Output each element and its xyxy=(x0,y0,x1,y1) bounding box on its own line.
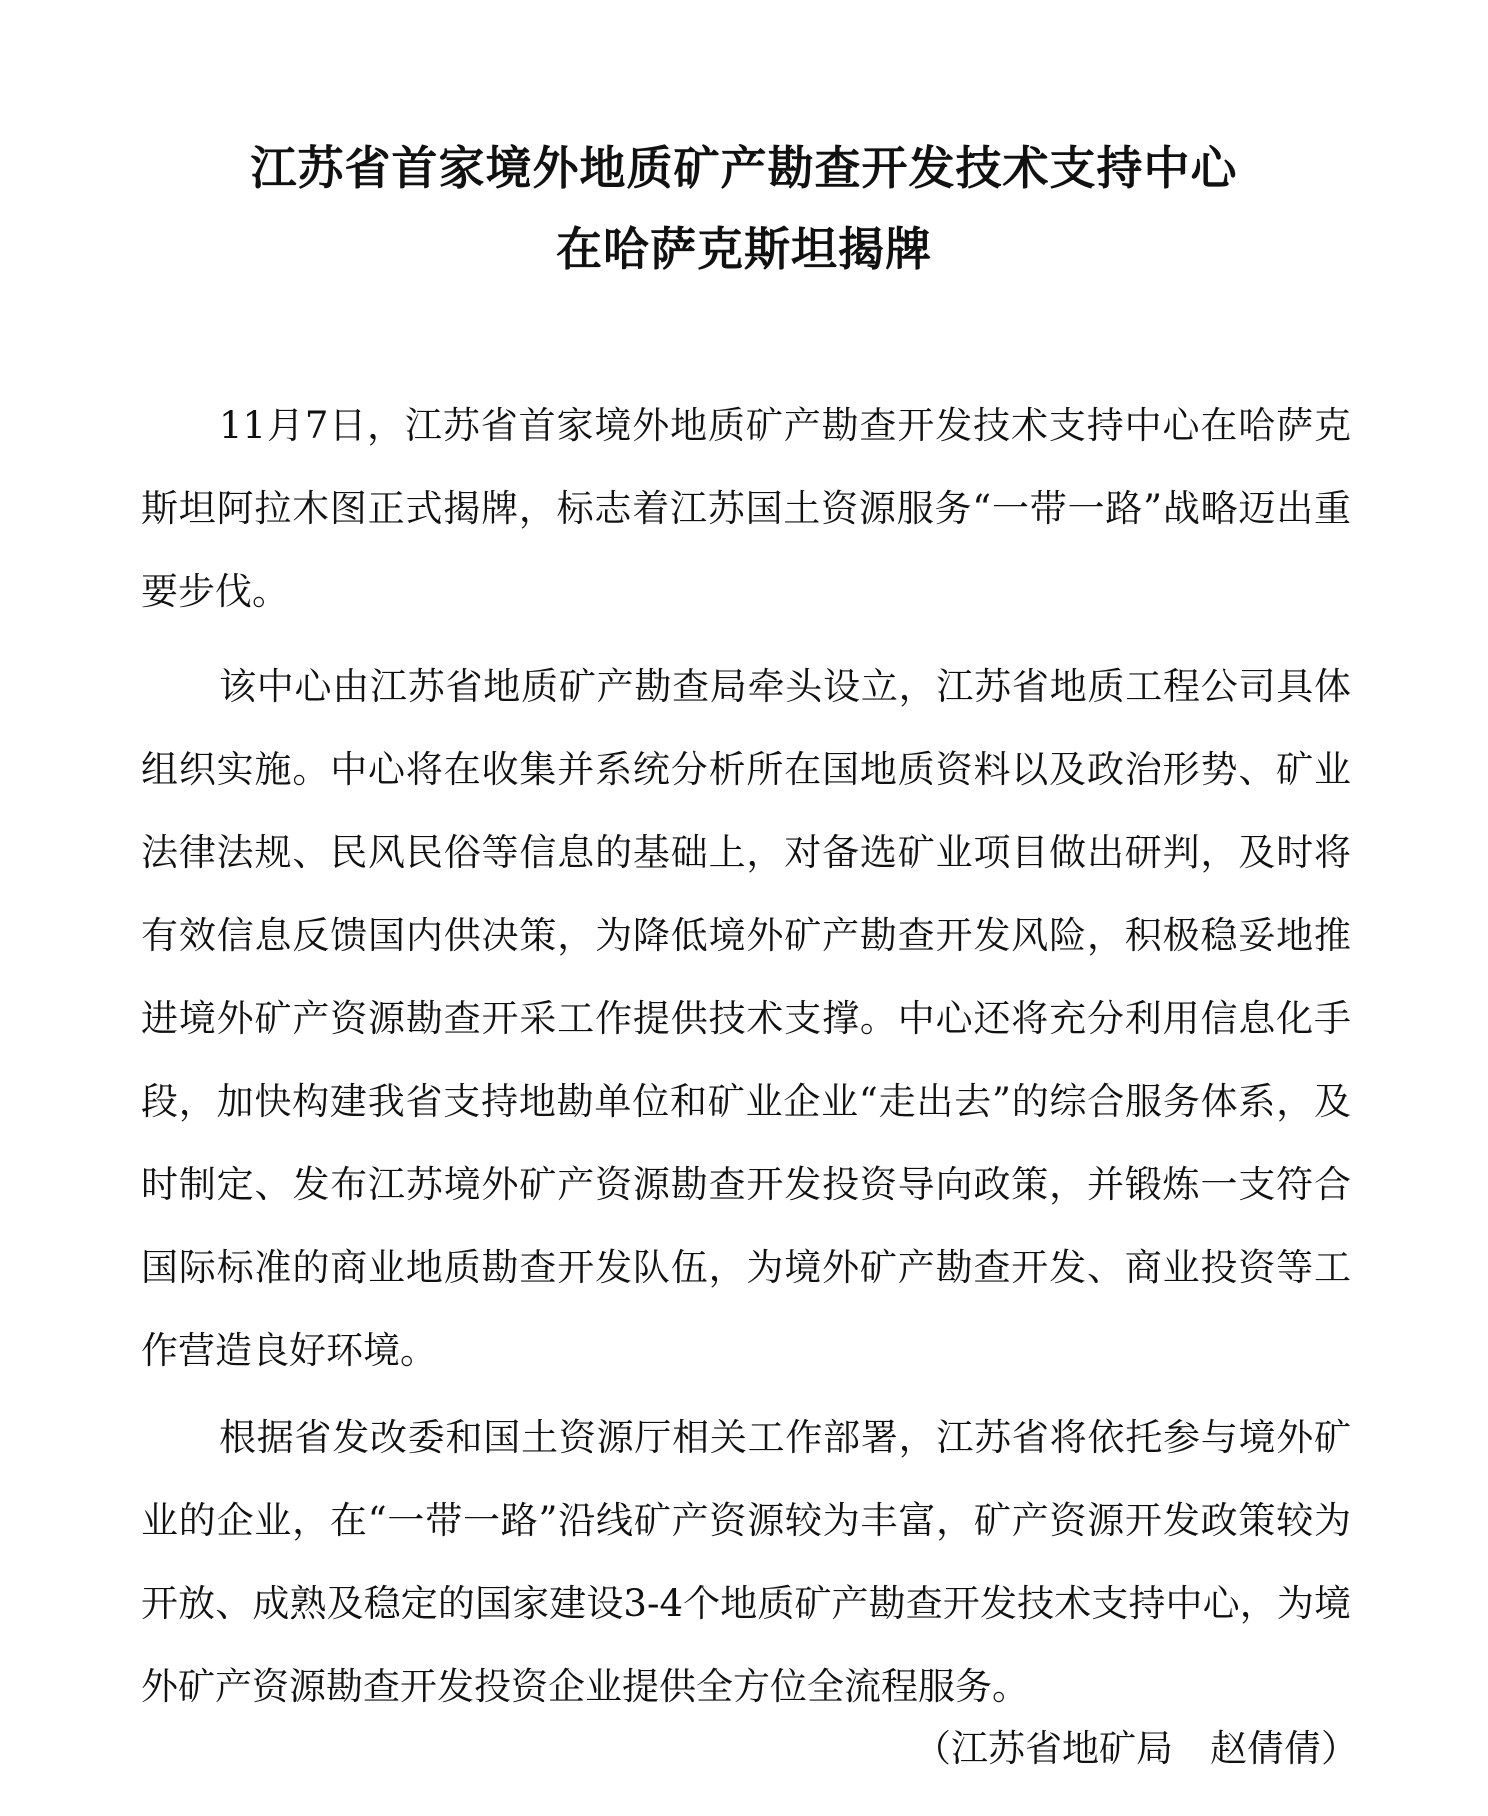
paragraph-1: 11月7日，江苏省首家境外地质矿产勘查开发技术支持中心在哈萨克斯坦阿拉木图正式揭牌，标志着江苏国土资源服务“一带一路”战略迈出重要步伐。 xyxy=(141,404,1351,613)
paragraph-3: 根据省发改委和国土资源厅相关工作部署，江苏省将依托参与境外矿业的企业，在“一带一路”沿线矿产资源较为丰富，矿产资源开发政策较为开放、成熟及稳定的国家建设3-4个地质矿产勘查开发技术支持中心，为境外矿产资源勘查开发投资企业提供全方位全流程服务。 xyxy=(141,1416,1351,1708)
paragraph-2: 该中心由江苏省地质矿产勘查局牵头设立，江苏省地质工程公司具体组织实施。中心将在收集并系统分析所在国地质资料以及政治形势、矿业法律法规、民风民俗等信息的基础上，对备选矿业项目做出研判，及时将有效信息反馈国内供决策，为降低境外矿产勘查开发风险，积极稳妥地推进境外矿产资源勘查开采工作提供技术支撑。中心还将充分利用信息化手段，加快构建我省支持地勘单位和矿业企业“走出去”的综合服务体系，及时制定、发布江苏境外矿产资源勘查开发投资导向政策，并锻炼一支符合国际标准的商业地质勘查开发队伍，为境外矿产勘查开发、商业投资等工作营造良好环境。 xyxy=(141,665,1351,1372)
article-title-line-2: 在哈萨克斯坦揭牌 xyxy=(556,222,932,276)
article-title-line-1: 江苏省首家境外地质矿产勘查开发技术支持中心 xyxy=(250,141,1238,195)
author-signature: （江苏省地矿局 赵倩倩） xyxy=(914,1727,1358,1770)
